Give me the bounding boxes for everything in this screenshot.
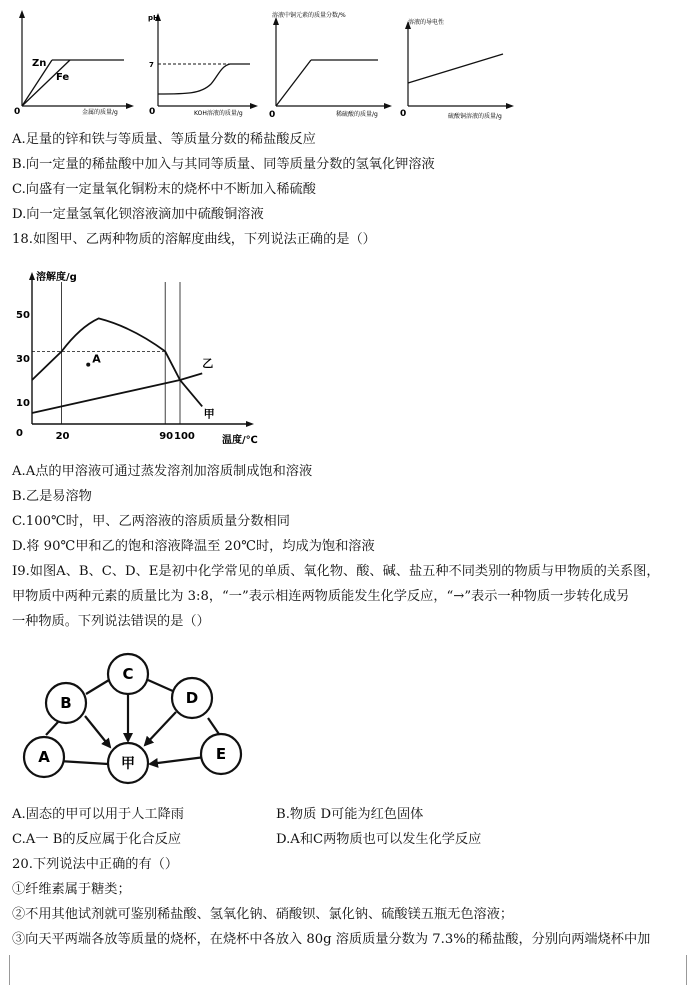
q17-option-b: B.向一定量的稀盐酸中加入与其同等质量、同等质量分数的氢氧化钾溶液 <box>12 157 435 172</box>
graph-b <box>146 8 264 120</box>
graph-b-origin: 0 <box>149 107 156 117</box>
node-e-label: E <box>215 745 227 763</box>
edge-a-b <box>46 722 58 735</box>
graph-d-x-arrow <box>506 103 514 109</box>
point-a <box>86 363 90 367</box>
q18-option-a: A.A点的甲溶液可通过蒸发溶剂加溶质制成饱和溶液 <box>12 464 313 479</box>
y-tick-label: 10 <box>16 398 30 409</box>
graph-a-origin: 0 <box>14 107 21 117</box>
graph-b-xlabel: KOH溶液的质量/g <box>194 110 243 117</box>
q17-option-a: A.足量的锌和铁与等质量、等质量分数的稀盐酸反应 <box>12 132 316 147</box>
node-b-label: B <box>60 694 72 712</box>
y-tick-label: 50 <box>16 310 30 321</box>
graph-c-ylabel: 溶液中铜元素的质量分数/% <box>272 12 346 19</box>
graph-a-x-arrow <box>126 103 134 109</box>
graph-d-svg <box>398 8 523 123</box>
graph-d-origin: 0 <box>400 109 407 119</box>
graph-c-origin: 0 <box>269 110 276 120</box>
q19-stem-line-2: 甲物质中两种元素的质量比为 3:8，“一”表示相连两物质能发生化学反应，“→”表示一种物质一步转化成另 <box>12 589 630 604</box>
node-a-label: A <box>38 748 50 766</box>
q19-stem-line-1: I9.如图A、B、C、D、E是初中化学常见的单质、氧化物、酸、碱、盐五种不同类别的物质与甲物质的关系图， <box>12 564 660 579</box>
node-d-label: D <box>185 689 199 707</box>
y-axis-arrow <box>29 272 35 280</box>
edge-a-jia <box>59 761 108 764</box>
q17-option-d: D.向一定量氢氧化钡溶液滴加中硫酸铜溶液 <box>12 207 264 222</box>
graph-a-svg <box>12 8 137 120</box>
solubility-chart <box>12 268 272 450</box>
q19-option-d: D.A和C两物质也可以发生化学反应 <box>276 832 482 847</box>
q17-option-c: C.向盛有一定量氧化铜粉末的烧杯中不断加入稀硫酸 <box>12 182 316 197</box>
graph-d-xlabel: 硫酸铜溶液的质量/g <box>448 113 502 120</box>
graph-c-x-arrow <box>384 103 392 109</box>
graph-c-xlabel: 稀硫酸的质量/g <box>336 111 378 118</box>
graph-c-rise <box>276 60 311 106</box>
graph-a-label-fe: Fe <box>56 72 70 83</box>
series-label-jia: 甲 <box>203 407 215 421</box>
x-tick-label: 100 <box>174 431 195 442</box>
series-label-yi: 乙 <box>202 356 214 370</box>
graph-a-xlabel: 金属的质量/g <box>82 109 118 116</box>
graph-a-y-arrow <box>19 10 25 18</box>
solubility-chart-svg <box>12 268 272 450</box>
graph-b-x-arrow <box>250 103 258 109</box>
q18-option-c: C.100℃时，甲、乙两溶液的溶质质量分数相同 <box>12 514 290 529</box>
graph-c <box>266 8 396 128</box>
graph-b-mark-7: 7 <box>149 61 154 69</box>
crop-mark-right <box>686 955 687 985</box>
x-tick-label: 90 <box>159 431 174 442</box>
y-tick-label: 30 <box>16 354 30 365</box>
series-line-yi <box>32 373 202 413</box>
q20-stem: 20.下列说法中正确的有（） <box>12 857 179 872</box>
graph-b-svg <box>146 8 264 120</box>
x-axis-label: 温度/℃ <box>222 435 258 446</box>
arrow-b-jia <box>85 716 110 747</box>
origin-label: 0 <box>16 428 23 439</box>
graph-b-curve <box>158 64 250 94</box>
q20-item-3: ③向天平两端各放等质量的烧杯，在烧杯中各放入 80g 溶质质量分数为 7.3%的稀盐酸，分别向两端烧杯中加 <box>12 932 651 947</box>
x-axis-arrow <box>246 421 254 427</box>
graph-a-label-zn: Zn <box>32 58 47 69</box>
edge-b-c <box>86 680 109 694</box>
graph-c-svg <box>266 8 396 128</box>
arrow-e-jia <box>150 757 205 764</box>
q18-stem: 18.如图甲、乙两种物质的溶解度曲线，下列说法正确的是（） <box>12 232 376 247</box>
y-axis-label: 溶解度/g <box>36 272 77 283</box>
q20-item-2: ②不用其他试剂就可鉴别稀盐酸、氢氧化钠、硝酸钡、氯化钠、硫酸镁五瓶无色溶液； <box>12 907 514 922</box>
q19-option-b: B.物质 D可能为红色固体 <box>276 807 424 822</box>
relation-diagram <box>18 648 253 796</box>
edge-c-d <box>148 680 175 692</box>
graph-a <box>12 8 137 120</box>
graph-d-line <box>408 54 503 83</box>
q20-item-1: ①纤维素属于糖类； <box>12 882 131 897</box>
graph-b-ylabel: pH <box>148 14 159 22</box>
graph-d <box>398 8 523 123</box>
arrow-d-jia <box>145 712 176 745</box>
relation-diagram-svg <box>18 648 253 796</box>
q18-option-d: D.将 90℃甲和乙的饱和溶液降温至 20℃时，均成为饱和溶液 <box>12 539 375 554</box>
graph-d-ylabel: 溶液的导电性 <box>408 19 445 26</box>
x-tick-label: 20 <box>55 431 70 442</box>
q19-stem-line-3: 一种物质。下列说法错误的是（） <box>12 614 210 629</box>
q18-option-b: B.乙是易溶物 <box>12 489 92 504</box>
node-jia-label: 甲 <box>121 756 135 772</box>
q19-option-a: A.固态的甲可以用于人工降雨 <box>12 807 184 822</box>
crop-mark-left <box>9 955 10 985</box>
q19-option-c: C.A一 B的反应属于化合反应 <box>12 832 182 847</box>
point-a-label: A <box>92 352 101 366</box>
node-c-label: C <box>122 665 134 683</box>
